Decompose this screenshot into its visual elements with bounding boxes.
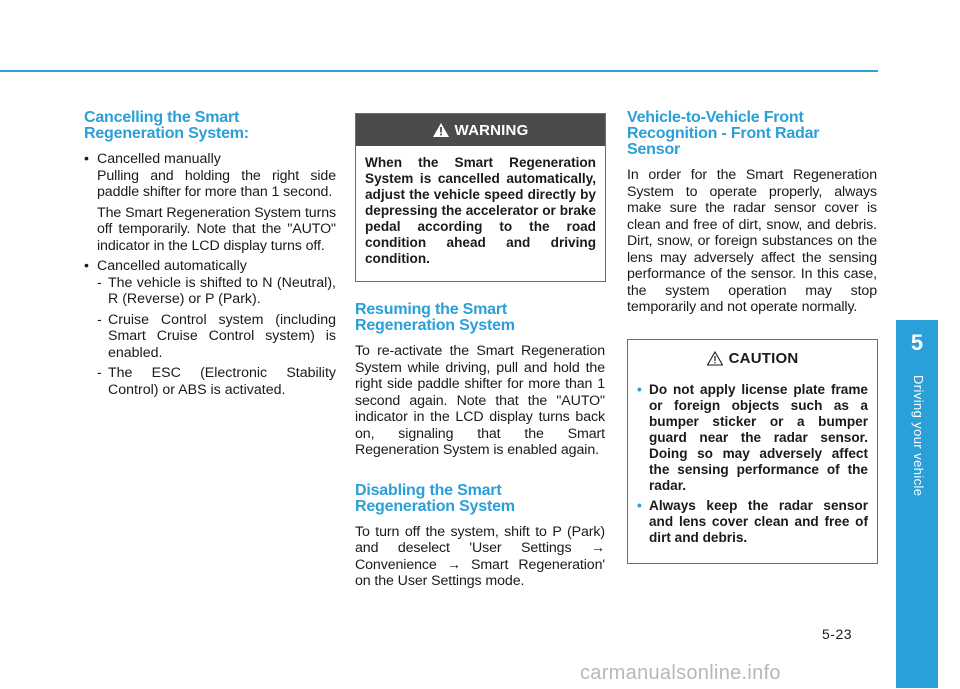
chapter-number: 5: [910, 330, 924, 355]
header-rule: [0, 70, 878, 72]
caution-bullet: • Do not apply license plate frame or foreign objects such as a bumper sticker or a bumper guard near the radar sensor. Doing so may adversely affect the sensing performance of the radar.: [637, 382, 868, 493]
bullet-dot: •: [84, 151, 89, 167]
section-heading-cancelling: Cancelling the Smart Regeneration System:: [84, 109, 249, 142]
paragraph-manual-2: The Smart Regeneration System turns off temporarily. Note that the "AUTO" indicator in the LCD display turns off.: [97, 204, 336, 254]
caution-triangle-icon: [707, 351, 723, 366]
chapter-label: Driving your vehicle: [911, 375, 926, 497]
dash-item: - The ESC (Electronic Stability Control) or ABS is activated.: [97, 365, 336, 398]
column-right: [627, 110, 877, 316]
dash-item: - Cruise Control system (including Smart Cruise Control system) is enabled.: [97, 311, 336, 361]
paragraph-manual-1: Pulling and holding the right side paddle shifter for more than 1 second.: [97, 167, 336, 200]
section-heading-resuming: Resuming the Smart Regeneration System: [355, 301, 515, 334]
column-left: [84, 110, 336, 398]
bullet-dot: •: [84, 258, 89, 274]
warning-title: WARNING: [454, 121, 529, 139]
bullet-label: Cancelled automatically: [97, 258, 247, 274]
watermark: carmanualsonline.info: [580, 662, 781, 684]
paragraph-resuming: To re-activate the Smart Regeneration System while driving, pull and hold the right side paddle shifter for more than 1 second again. Note that the "AUTO" indicator in the LCD display turns back on, signaling that the Smart Regeneration System is enabled again.: [355, 343, 605, 458]
caution-body: [628, 376, 877, 558]
dash-item: - The vehicle is shifted to N (Neutral), R (Reverse) or P (Park).: [97, 274, 336, 307]
caution-bullet: • Always keep the radar sensor and lens cover clean and free of dirt and debris.: [637, 498, 868, 545]
caution-title: CAUTION: [728, 349, 799, 367]
caution-header: [628, 340, 877, 376]
bullet-label: Cancelled manually: [97, 151, 221, 167]
section-heading-disabling: Disabling the Smart Regeneration System: [355, 481, 515, 515]
bullet-cancelled-manually: [84, 151, 336, 168]
section-heading-radar: Vehicle-to-Vehicle Front Recognition - Front Radar Sensor: [627, 109, 820, 158]
warning-triangle-icon: [433, 123, 449, 137]
warning-text: When the Smart Regeneration System is cancelled automatically, adjust the vehicle speed directly by depressing the accelerator or brake pedal according to the road condition ahead and driving condition.: [365, 155, 596, 266]
warning-header: [356, 114, 605, 146]
paragraph-disabling: To turn off the system, shift to P (Park) and deselect 'User Settings → Convenience → Smart Regeneration' on the User Settings mode.: [355, 523, 605, 589]
column-middle: [355, 302, 605, 590]
warning-box: [355, 113, 606, 282]
page-number: 5-23: [822, 626, 853, 642]
caution-box: [627, 339, 878, 564]
bullet-cancelled-automatically: [84, 258, 336, 275]
paragraph-radar: In order for the Smart Regeneration System to operate properly, always make sure the radar sensor cover is clean and free of dirt, snow, and debris. Dirt, snow, or foreign substances on the lens may adversely affect the sensing performance of the sensor. In this case, the system operation may stop temporarily and not operate normally.: [627, 167, 877, 315]
